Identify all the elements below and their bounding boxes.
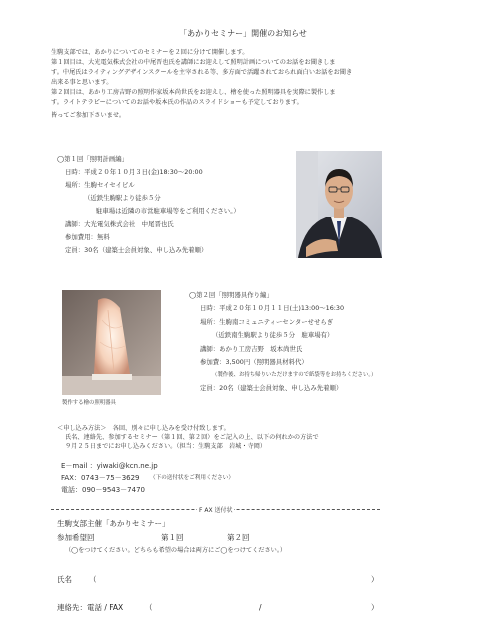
lamp-photo-caption: 製作する檜の照明器具 bbox=[62, 400, 116, 406]
form-contact-slash: / bbox=[259, 603, 262, 612]
session-1-lecturer: 講師：大光電気株式会社 中尾晋也氏 bbox=[65, 220, 174, 228]
intro-line: す。ライトテラピーについてのお話や坂本氏の作品のスライドショーも予定しております。 bbox=[51, 99, 303, 106]
application-method: ＜申し込み方法＞ 各回、別々に申し込みを受け付致します。 bbox=[57, 425, 230, 432]
form-name-open: （ bbox=[89, 575, 97, 584]
session-1-capacity: 定員：30名（建築士会員対象、申し込み先着順） bbox=[65, 246, 208, 254]
form-name-label: 氏名 bbox=[57, 575, 72, 584]
fax-separator-label: F AX 送付状 bbox=[199, 507, 233, 514]
intro-line: 生駒支部では、あかりについてのセミナーを２回に分けて開催します。 bbox=[51, 49, 249, 56]
contact-email[interactable]: E－mail ：yiwaki@kcn.ne.jp bbox=[61, 462, 158, 470]
contact-fax-note: （下の送付状をご利用ください） bbox=[150, 475, 234, 481]
session-2-fee-note: （製作後、お持ち帰りいただけますので紙袋等をお持ちください。） bbox=[212, 372, 377, 378]
session-1-datetime: 日時：平成２０年１０月３日(金)18:30〜20:00 bbox=[65, 168, 203, 176]
form-name-close: ） bbox=[371, 575, 379, 584]
application-deadline: ９月２５日までにお申し込みください。（担当：生駒支部 岩城・寺岡） bbox=[65, 443, 267, 450]
form-contact-open: （ bbox=[145, 603, 153, 612]
contact-phone: 電話：090－9543－7470 bbox=[61, 486, 145, 494]
session-2-lecturer: 講師：あかり工房吉野 坂本尚世氏 bbox=[200, 345, 303, 353]
session-2-venue: 場所：生駒南コミュニティーセンターせせらぎ bbox=[200, 318, 334, 326]
form-option-session-1[interactable]: 第１回 bbox=[161, 533, 184, 542]
lecturer-photo bbox=[296, 151, 382, 258]
form-organizer: 生駒支部主催「あかりセミナー」 bbox=[57, 519, 170, 528]
intro-line: す。中尾氏はライティングデザインスクールを主宰される等、多方面で活躍されておられ面白いお話をお聞き bbox=[51, 69, 353, 76]
form-contact-close: ） bbox=[371, 603, 379, 612]
intro-line: 第１回目は、大光電気株式会社の中尾晋也氏を講師にお迎えして照明計画についてのお話をお聞きしま bbox=[51, 59, 336, 66]
form-choice-note: （◯をつけてください。どちらも希望の場合は両方にご◯をつけてください。） bbox=[65, 547, 287, 554]
session-1-fee: 参加費用：無料 bbox=[65, 233, 110, 241]
session-2-capacity: 定員：20名（建築士会員対象、申し込み先着順） bbox=[200, 384, 343, 392]
lamp-photo bbox=[62, 290, 161, 395]
form-option-session-2[interactable]: 第２回 bbox=[227, 533, 250, 542]
contact-fax: FAX：0743－75－3629 bbox=[61, 474, 140, 482]
session-1-parking: 駐車場は近隣の市営駐車場等をご利用ください。） bbox=[96, 207, 240, 215]
session-1-access: （近鉄生駒駅より徒歩５分 bbox=[84, 194, 161, 202]
session-2-fee: 参加費：3,500円（照明器具材料代） bbox=[200, 358, 308, 366]
session-2-heading: ◯第２回「照明器具作り編」 bbox=[189, 291, 273, 299]
application-instructions: 氏名、連絡先、参加するセミナー（第１回、第２回）をご記入の上、以下の何れかの方法で bbox=[65, 434, 319, 441]
form-choice-label: 参加希望回 bbox=[57, 533, 95, 542]
session-2-datetime: 日時：平成２０年１０月１１日(土)13:00〜16:30 bbox=[200, 304, 345, 312]
session-1-heading: ◯第１回「照明計画編」 bbox=[57, 155, 129, 163]
intro-line: 第２回目は、あかり工房吉野の照明作家坂本尚世氏をお迎えし、檜を使った照明器具を実際に製作しま bbox=[51, 89, 336, 96]
page-title: 「あかりセミナー」開催のお知らせ bbox=[179, 29, 307, 38]
session-1-venue: 場所：生駒セイセイビル bbox=[65, 181, 135, 189]
intro-line: 出来る事と思います。 bbox=[51, 79, 113, 86]
session-2-access: （近鉄南生駒駅より徒歩５分 駐車場有） bbox=[212, 331, 334, 339]
form-contact-label: 連絡先：電話 / FAX bbox=[57, 603, 124, 612]
intro-line: 皆ってご参加下さいませ。 bbox=[51, 112, 126, 119]
